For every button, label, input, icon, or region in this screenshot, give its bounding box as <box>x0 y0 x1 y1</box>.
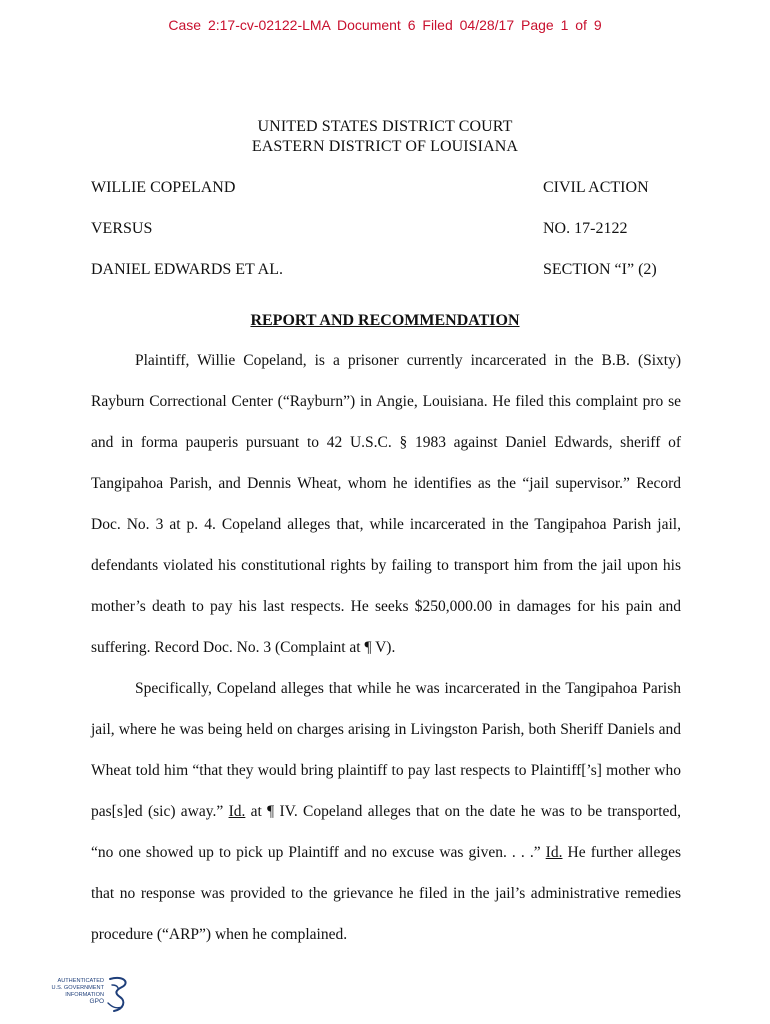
section-label: SECTION “I” (2) <box>543 261 657 278</box>
seal-line-1: AUTHENTICATED <box>57 978 104 984</box>
defendants-name: DANIEL EDWARDS ET AL. <box>91 261 283 278</box>
paragraph-1-text: Plaintiff, Willie Copeland, is a prisoner currently incarcerated in the B.B. (Sixty) Rayburn Correctional Center (“Rayburn”) in Angie, Louisiana. He filed this complaint pro se and in forma pauperis pursuant to 42 U.S.C. § 1983 against Daniel Edwards, sheriff of Tangipahoa Parish, and Dennis Wheat, whom he identifies as the “jail supervisor.” Record Doc. No. 3 at p. 4. Copeland alleges that, while incarcerated in the Tangipahoa Parish jail, defendants violated his constitutional rights by failing to transport him from the jail upon his mother’s death to pay his last respects. He seeks $250,000.00 in damages for his pain and suffering. Record Doc. No. 3 (Complaint at ¶ V). <box>91 352 681 656</box>
paragraph-2 <box>91 668 681 955</box>
document-title: REPORT AND RECOMMENDATION <box>250 312 520 329</box>
plaintiff-name: WILLIE COPELAND <box>91 179 236 196</box>
versus-label: VERSUS <box>91 220 153 237</box>
court-name: UNITED STATES DISTRICT COURT <box>257 118 513 135</box>
paragraph-2-part-c: He further alleges that no response was provided to the grievance he filed in the jail’s administrative remedies procedure (“ARP”) when he complained. <box>91 844 681 943</box>
paragraph-1 <box>91 340 681 668</box>
seal-line-4: GPO <box>89 998 104 1005</box>
case-number: NO. 17-2122 <box>543 220 628 237</box>
case-header-stamp: Case 2:17-cv-02122-LMA Document 6 Filed 04/28/17 Page 1 of 9 <box>168 17 602 33</box>
court-district: EASTERN DISTRICT OF LOUISIANA <box>251 138 519 155</box>
seal-line-2: U.S. GOVERNMENT <box>51 985 104 991</box>
eagle-emblem-icon <box>108 978 126 1011</box>
paragraph-2-part-b: at ¶ IV. Copeland alleges that on the date he was to be transported, “no one showed up to pick up Plaintiff and no excuse was given. . . .” <box>91 803 682 861</box>
paragraph-2-part-a: Specifically, Copeland alleges that while he was incarcerated in the Tangipahoa Parish jail, where he was being held on charges arising in Livingston Parish, both Sheriff Daniels and Wheat told him “that they would bring plaintiff to pay last respects to Plaintiff[’s] mother who pas[s]ed (sic) away.” <box>91 680 681 820</box>
citation-id-1: Id. <box>228 803 246 820</box>
civil-action-label: CIVIL ACTION <box>543 179 649 196</box>
seal-line-3: INFORMATION <box>65 992 104 998</box>
citation-id-2: Id. <box>545 844 563 861</box>
paragraph-2-text <box>91 668 681 955</box>
gpo-authentication-seal <box>44 973 134 1015</box>
